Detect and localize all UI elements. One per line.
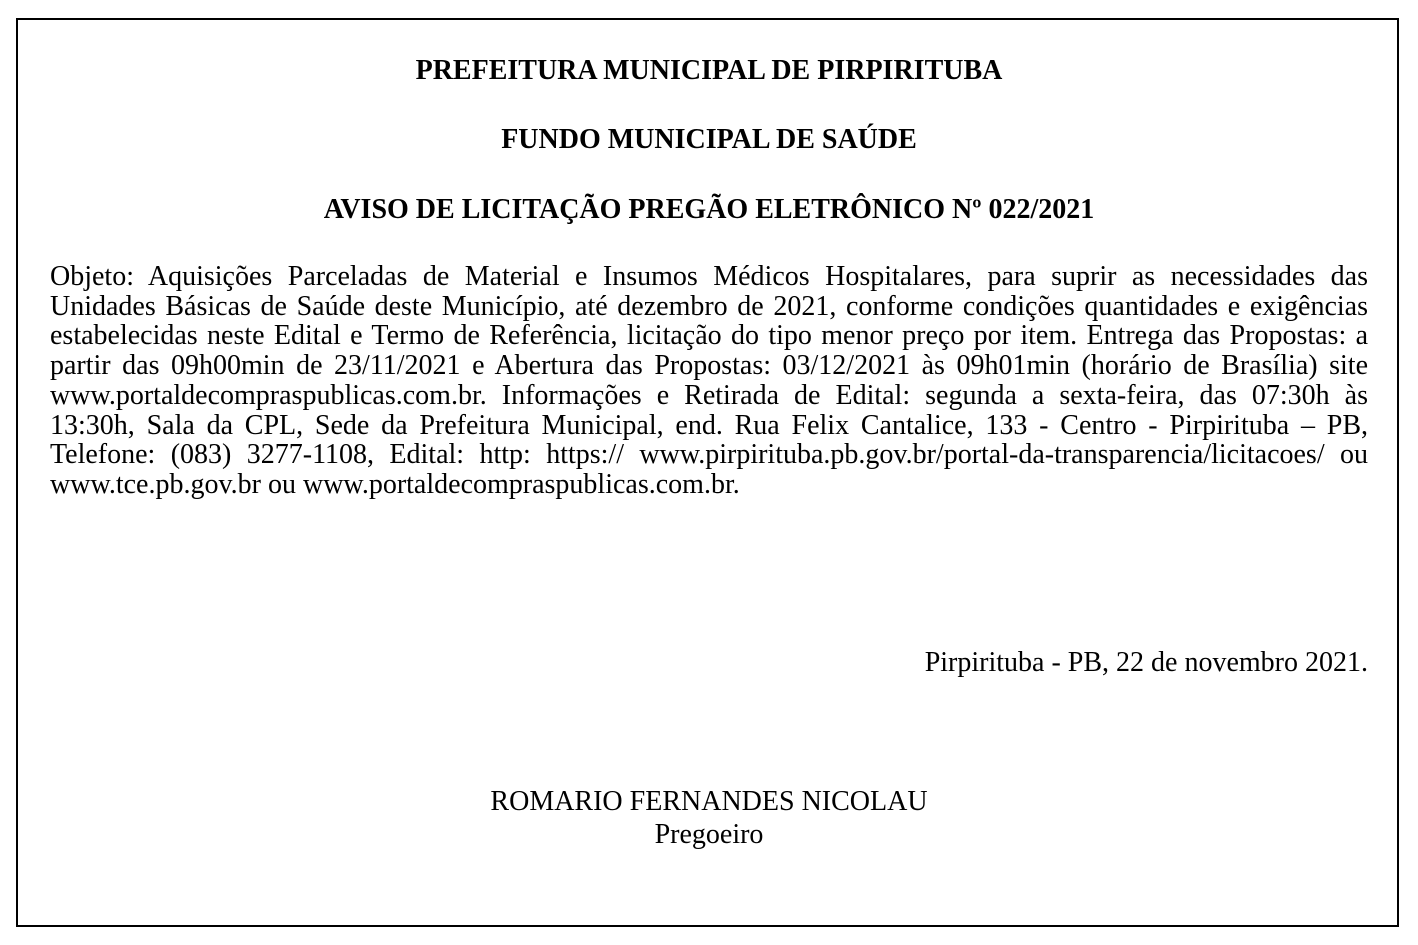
signer-name: ROMARIO FERNANDES NICOLAU [490, 786, 928, 817]
notice-title: AVISO DE LICITAÇÃO PREGÃO ELETRÔNICO Nº 022/2021 [323, 194, 1095, 225]
department-title: FUNDO MUNICIPAL DE SAÚDE [501, 124, 917, 155]
org-title: PREFEITURA MUNICIPAL DE PIRPIRITUBA [415, 55, 1003, 86]
place-date: Pirpirituba - PB, 22 de novembro 2021. [924, 647, 1368, 678]
notice-body: Objeto: Aquisições Parceladas de Material e Insumos Médicos Hospitalares, para suprir as necessidades das Unidades Básicas de Saúde deste Município, até dezembro de 2021, conforme condições quantidades e exigências estabelecidas neste Edital e Termo de Referência, licitação do tipo menor preço por item. Entrega das Propostas: a partir das 09h00min de 23/11/2021 e Abertura das Propostas: 03/12/2021 às 09h01min (horário de Brasília) site www.portaldecompraspublicas.com.br. Informações e Retirada de Edital: segunda a sexta-feira, das 07:30h às 13:30h, Sala da CPL, Sede da Prefeitura Municipal, end. Rua Felix Cantalice, 133 - Centro - Pirpirituba – PB, Telefone: (083) 3277-1108, Edital: http: https:// www.pirpirituba.pb.gov.br/portal-da-transparencia/licitacoes/ ou www.tce.pb.gov.br ou www.portaldecompraspublicas.com.br. [50, 261, 1368, 500]
signer-role: Pregoeiro [654, 819, 764, 850]
